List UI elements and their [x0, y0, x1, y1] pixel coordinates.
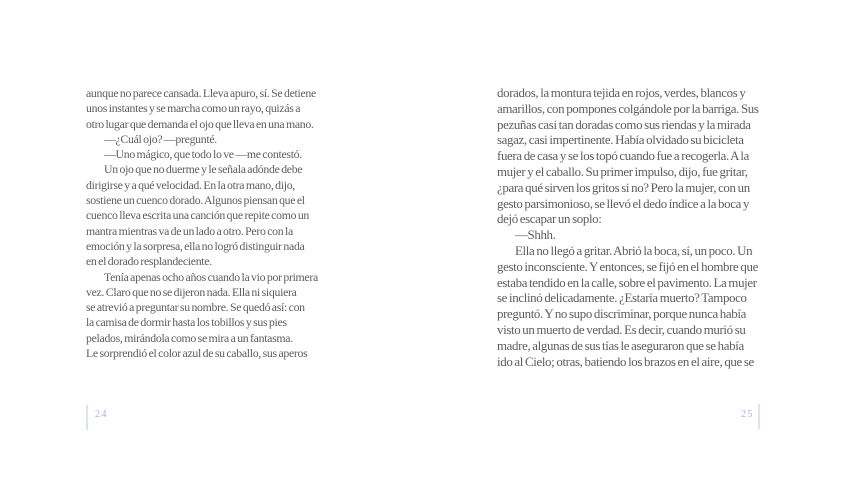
text-line: la camisa de dormir hasta los tobillos y sus pies [86, 315, 287, 330]
text-line: amarillos, con pompones colgándole por la barriga. Sus [497, 101, 759, 116]
text-line: fuera de casa y se los topó cuando fue a recogerla. A la [497, 149, 749, 164]
text-line: sostiene un cuenco dorado. Algunos piensan que el [86, 193, 305, 208]
text-line: Un ojo que no duerme y le señala adónde debe [104, 162, 303, 177]
text-line: en el dorado resplandeciente. [86, 254, 212, 269]
text-line: Tenía apenas ocho años cuando la vio por primera [104, 269, 318, 284]
text-line: se inclinó delicadamente. ¿Estaría muerto? Tampoco [497, 291, 747, 306]
text-line: aunque no parece cansada. Lleva apuro, sí. Se detiene [86, 86, 316, 100]
text-line: —¿Cuál ojo? —pregunté. [104, 131, 217, 146]
page-right-text [497, 86, 759, 370]
text-line: unos instantes y se marcha como un rayo, quizás a [86, 101, 301, 116]
text-line: visto un muerto de verdad. Es decir, cuando murió su [497, 322, 746, 337]
text-line: dejó escapar un soplo: [497, 212, 602, 227]
text-line: emoción y la sorpresa, ella no logró distinguir nada [86, 238, 305, 253]
folio-bar-left [86, 405, 88, 430]
text-line: gesto inconsciente. Y entonces, se fijó en el hombre que [497, 259, 758, 274]
page-number-left: 24 [95, 409, 108, 420]
text-line: mujer y el caballo. Su primer impulso, dijo, fue gritar, [497, 164, 748, 179]
text-line: sagaz, casi impertinente. Había olvidado su bicicleta [497, 133, 744, 148]
text-line: gesto parsimonioso, se llevó el dedo índice a la boca y [497, 196, 750, 211]
text-line: dirigirse y a qué velocidad. En la otra mano, dijo, [86, 177, 295, 192]
text-line: Le sorprendió el color azul de su caballo, sus aperos [86, 346, 308, 361]
page-number-right: 25 [741, 409, 754, 420]
text-line: cuenco lleva escrita una canción que repite como un [86, 208, 310, 223]
text-line: estaba tendido en la calle, sobre el pavimento. La mujer [497, 275, 757, 290]
text-line: preguntó. Y no supo discriminar, porque nunca había [497, 307, 746, 322]
text-line: ido al Cielo; otras, batiendo los brazos en el aire, que se [497, 354, 754, 369]
text-line: pelados, mirándola como se mira a un fantasma. [86, 330, 293, 345]
page-left-text [86, 86, 318, 361]
text-line: dorados, la montura tejida en rojos, verdes, blancos y [497, 86, 746, 100]
text-line: Ella no llegó a gritar. Abrió la boca, sí, un poco. Un [515, 243, 753, 258]
text-line: —Shhh. [515, 228, 556, 243]
text-line: —Uno mágico, que todo lo ve —me contestó. [104, 147, 302, 162]
text-line: otro lugar que demanda el ojo que lleva en una mano. [86, 116, 314, 131]
text-line: pezuñas casi tan doradas como sus riendas y la mirada [497, 117, 751, 132]
folio-bar-right [758, 404, 760, 429]
text-line: se atrevió a preguntar su nombre. Se quedó así: con [86, 300, 305, 315]
text-line: madre, algunas de sus tías le aseguraron que se había [497, 338, 744, 353]
text-line: mantra mientras va de un lado a otro. Pero con la [86, 223, 293, 238]
text-line: vez. Claro que no se dijeron nada. Ella ni siquiera [86, 284, 297, 299]
text-line: ¿para qué sirven los gritos si no? Pero la mujer, con un [497, 180, 750, 195]
